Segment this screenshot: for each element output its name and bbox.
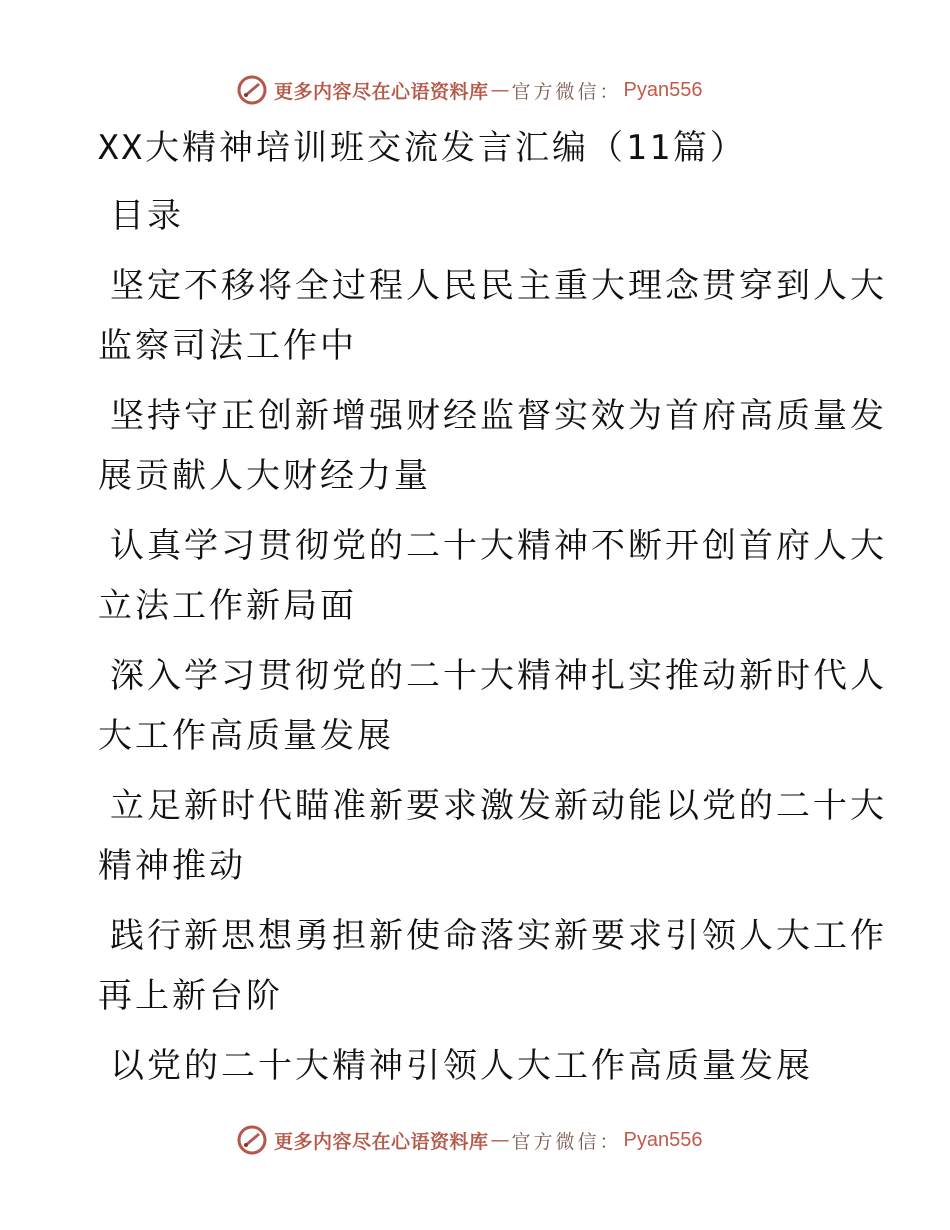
banner-separator: — (490, 79, 510, 101)
toc-item (98, 256, 887, 376)
toc-item-line2: 精神推动 (98, 846, 246, 886)
banner-separator: — (490, 1129, 510, 1151)
logo-icon (236, 1124, 268, 1156)
logo-icon (236, 74, 268, 106)
toc-item (98, 386, 887, 506)
toc-item-line1: 深入学习贯彻党的二十大精神扎实推动新时代人 (110, 656, 887, 696)
toc-item-line2: 立法工作新局面 (98, 586, 357, 626)
banner-id: Pyan556 (623, 78, 703, 101)
footer-banner (236, 1122, 703, 1158)
toc-item-line2: 监察司法工作中 (98, 326, 357, 366)
toc-heading: 目录 (110, 196, 184, 236)
toc-item (98, 776, 887, 896)
toc-item-line1: 坚持守正创新增强财经监督实效为首府高质量发 (110, 396, 887, 436)
toc-list (98, 256, 887, 1096)
toc-item-line1: 践行新思想勇担新使命落实新要求引领人大工作 (110, 916, 887, 956)
banner-main-text: 更多内容尽在心语资料库 (274, 80, 489, 103)
toc-item-line2: 大工作高质量发展 (98, 716, 394, 756)
banner-id: Pyan556 (623, 1128, 703, 1151)
toc-item (98, 646, 887, 766)
toc-item (98, 906, 887, 1026)
document-body (98, 118, 887, 1096)
banner-main-text: 更多内容尽在心语资料库 (274, 1130, 489, 1153)
header-banner (236, 72, 703, 108)
toc-item (98, 1036, 838, 1096)
toc-item-line2: 再上新台阶 (98, 976, 283, 1016)
banner-sub-text: 官方微信： (511, 80, 622, 103)
toc-item-line1: 认真学习贯彻党的二十大精神不断开创首府人大 (110, 526, 887, 566)
toc-item-line1: 立足新时代瞄准新要求激发新动能以党的二十大 (110, 786, 887, 826)
toc-item-line1: 以党的二十大精神引领人大工作高质量发展 (110, 1046, 813, 1086)
document-title: XX大精神培训班交流发言汇编（11篇） (98, 128, 747, 168)
toc-item (98, 516, 887, 636)
toc-item-line1: 坚定不移将全过程人民民主重大理念贯穿到人大 (110, 266, 887, 306)
toc-item-line2: 展贡献人大财经力量 (98, 456, 431, 496)
banner-sub-text: 官方微信： (511, 1130, 622, 1153)
